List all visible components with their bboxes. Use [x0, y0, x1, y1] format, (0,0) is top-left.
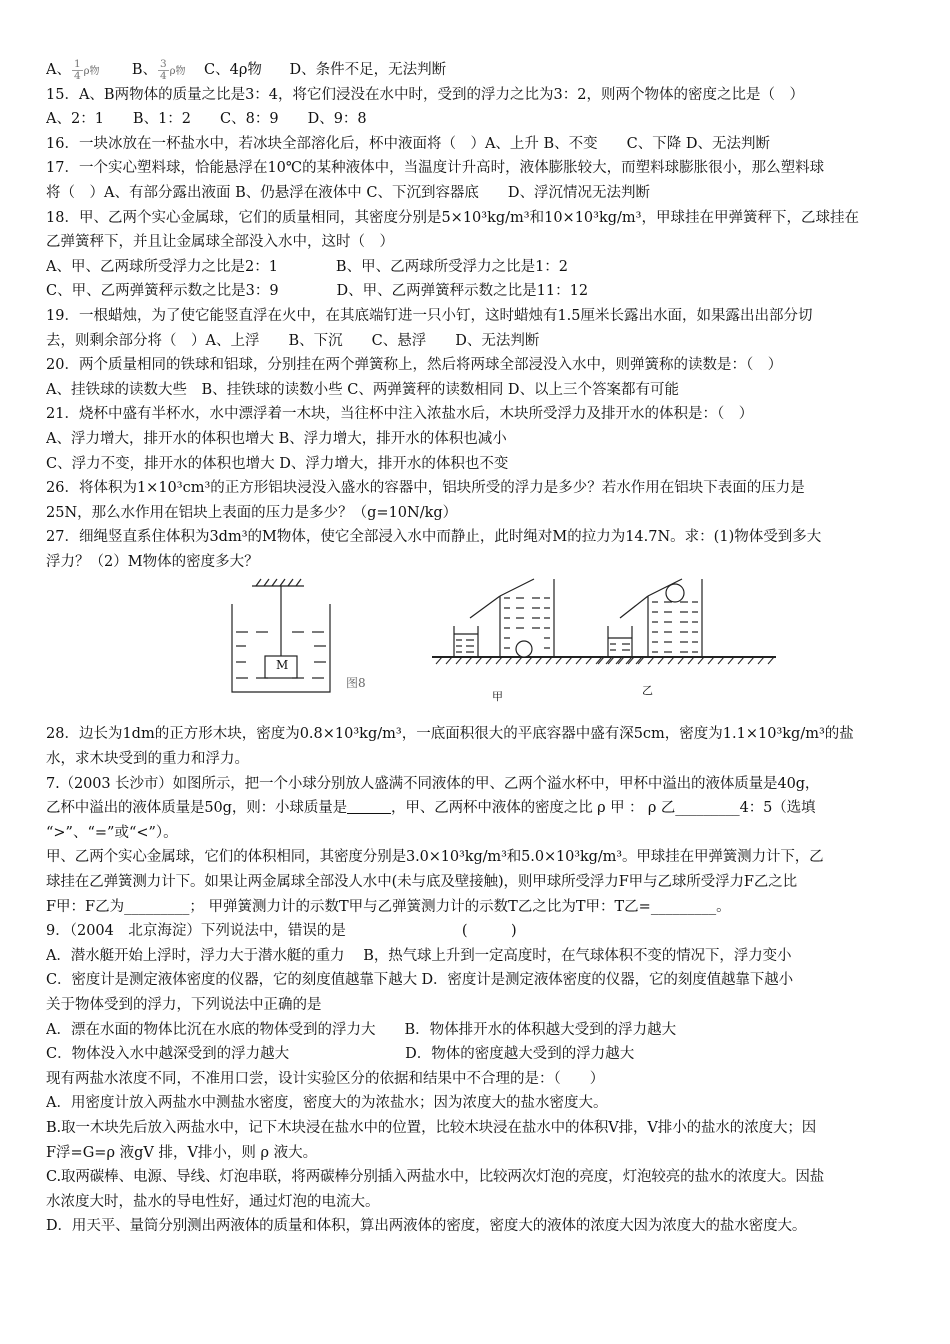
fraction-denominator: 4 — [73, 69, 81, 82]
question-7-text-b: ，甲、乙两杯中液体的密度之比 ρ 甲 ： ρ 乙_________4：5（选填 — [391, 800, 816, 817]
question-7-line-1: 7.（2003 长沙市）如图所示，把一个小球分别放人盛满不同液体的甲、乙两个溢水杯中，甲杯中溢出的液体质量是40g， — [46, 775, 820, 792]
figure-jia-caption: 甲 — [492, 690, 503, 704]
text-line: C.取两碳棒、电源、导线、灯泡串联，将两碳棒分别插入两盐水中，比较两次灯泡的亮度，灯泡较亮的盐水的浓度大。因盐 — [46, 1169, 825, 1186]
question-7-line-2 — [46, 796, 908, 821]
text-line: 16．一块冰放在一杯盐水中，若冰块全部溶化后，杯中液面将（ ）A、上升 B、不变 C、下降 D、无法判断 — [46, 135, 771, 152]
spout — [470, 596, 500, 618]
text-line: 17．一个实心塑料球，恰能悬浮在10℃的某种液体中，当温度计升高时，液体膨胀较大，而塑料球膨胀很小，那么塑料球 — [46, 160, 825, 177]
text-line: F浮=G=ρ 液gV 排，V排小，则 ρ 液大。 — [46, 1144, 318, 1161]
text-line: A、2：1 B、1：2 C、8：9 D、9：8 — [46, 111, 367, 128]
text-line: 28．边长为1dm的正方形木块，密度为0.8×10³kg/m³，一底面积很大的平底容器中盛有深5cm，密度为1.1×10³kg/m³的盐 — [46, 726, 854, 743]
fraction-numerator: 3 — [159, 58, 167, 70]
small-cup — [608, 626, 632, 657]
figure-8-beaker — [232, 579, 330, 692]
text-line: C．密度计是测定液体密度的仪器，它的刻度值越靠下越大 D．密度计是测定液体密度的仪器，它的刻度值越靠下越小 — [46, 972, 794, 989]
figures-row — [46, 574, 908, 722]
text-line: A．潜水艇开始上浮时，浮力大于潜水艇的重力 B，热气球上升到一定高度时，在气球体积不变的情况下，浮力变小 — [46, 947, 792, 964]
ball-sunk — [516, 641, 532, 657]
text-line: 27．细绳竖直系住体积为3dm³的M物体，使它全部浸入水中而静止，此时绳对M的拉力为14.7N。求：(1)物体受到多大 — [46, 529, 822, 546]
text-line: 25N，那么水作用在铝块上表面的压力是多少？（g=10N/kg） — [46, 504, 458, 521]
text-line: 18．甲、乙两个实心金属球，它们的质量相同，其密度分别是5×10³kg/m³和10×10³kg/m³，甲球挂在甲弹簧秤下，乙球挂在 — [46, 209, 859, 226]
question-14-options — [46, 58, 908, 83]
figure-yi — [594, 579, 776, 664]
text-line: A、甲、乙两球所受浮力之比是2：1 B、甲、乙两球所受浮力之比是1：2 — [46, 258, 569, 275]
option-b-prefix: B、 — [131, 62, 157, 78]
fraction-three-quarters — [158, 59, 169, 82]
ball-floating — [666, 584, 684, 602]
text-line: 水浓度大时，盐水的导电性好，通过灯泡的电流大。 — [46, 1193, 380, 1210]
option-a-prefix: A、 — [46, 62, 71, 78]
text-line: A．漂在水面的物体比沉在水底的物体受到的浮力大 B．物体排开水的体积越大受到的浮力越大 — [46, 1021, 677, 1038]
answer-blank[interactable] — [347, 799, 391, 814]
text-line: 甲、乙两个实心金属球，它们的体积相同，其密度分别是3.0×10³kg/m³和5.0×10³kg/m³。甲球挂在甲弹簧测力计下，乙 — [46, 849, 824, 866]
text-line: 15．A、B两物体的质量之比是3：4，将它们浸没在水中时，受到的浮力之比为3：2，则两个物体的密度之比是（ ） — [46, 86, 804, 103]
text-line: A、浮力增大，排开水的体积也增大 B、浮力增大，排开水的体积也减小 — [46, 430, 507, 447]
spout — [620, 596, 648, 618]
question-7-text-a: 乙杯中溢出的液体质量是50g，则：小球质量是 — [46, 800, 348, 817]
text-line: C、浮力不变，排开水的体积也增大 D、浮力增大，排开水的体积也不变 — [46, 455, 509, 472]
text-line: 19．一根蜡烛，为了使它能竖直浮在火中，在其底端钉进一只小钉，这时蜡烛有1.5厘米长露出水面，如果露出出部分切 — [46, 307, 813, 324]
object-m-label: M — [276, 658, 289, 673]
fraction-denominator: 4 — [159, 69, 167, 82]
text-line: C、甲、乙两弹簧秤示数之比是3：9 D、甲、乙两弹簧秤示数之比是11：12 — [46, 283, 589, 300]
fraction-numerator: 1 — [73, 58, 81, 70]
text-line: 浮力？（2）M物体的密度多大？ — [46, 553, 259, 570]
figure-yi-caption: 乙 — [642, 684, 653, 698]
text-line: 9．（2004 北京海淀）下列说法中，错误的是 ( ) — [46, 923, 517, 940]
text-line: 球挂在乙弹簧测力计下。如果让两金属球全部没人水中(未与底及壁接触)，则甲球所受浮力F甲与乙球所受浮力F乙之比 — [46, 874, 798, 891]
text-line: C．物体没入水中越深受到的浮力越大 D．物体的密度越大受到的浮力越大 — [46, 1046, 635, 1063]
option-c: C、4ρ物 — [204, 62, 262, 78]
text-line: A．用密度计放入两盐水中测盐水密度，密度大的为浓盐水；因为浓度大的盐水密度大。 — [46, 1095, 608, 1112]
text-line: D．用天平、量筒分别测出两液体的质量和体积，算出两液体的密度，密度大的液体的浓度大因为浓度大的盐水密度大。 — [46, 1218, 807, 1235]
text-line: 将（ ）A、有部分露出液面 B、仍悬浮在液体中 C、下沉到容器底 D、浮沉情况无法判断 — [46, 184, 651, 201]
text-line: 现有两盐水浓度不同，不准用口尝，设计实验区分的依据和结果中不合理的是：（ ） — [46, 1070, 605, 1087]
fraction-one-quarter — [72, 59, 83, 82]
physics-figures — [46, 574, 908, 722]
text-line: 20．两个质量相同的铁球和铝球，分别挂在两个弹簧称上，然后将两球全部浸没入水中，则弹簧称的读数是：（ ） — [46, 357, 783, 374]
text-line: 去，则剩余部分将（ ）A、上浮 B、下沉 C、悬浮 D、无法判断 — [46, 332, 540, 349]
figure-jia — [432, 579, 650, 664]
text-line: 关于物体受到的浮力，下列说法中正确的是 — [46, 997, 322, 1013]
text-line: 乙弹簧秤下，并且让金属球全部没入水中，这时（ ） — [46, 234, 394, 251]
text-line: 水，求木块受到的重力和浮力。 — [46, 751, 249, 768]
rho-object-label: ρ物 — [83, 66, 100, 77]
text-line: F甲：F乙为_________； 甲弹簧测力计的示数T甲与乙弹簧测力计的示数T乙之比为T甲：T乙=_________。 — [46, 898, 731, 915]
worksheet-page — [46, 58, 908, 1239]
text-line: 21．烧杯中盛有半杯水，水中漂浮着一木块，当往杯中注入浓盐水后，木块所受浮力及排开水的体积是：（ ） — [46, 406, 754, 423]
rho-object-label: ρ物 — [169, 66, 186, 77]
text-line: B.取一木块先后放入两盐水中，记下木块浸在盐水中的位置，比较木块浸在盐水中的体积V排，V排小的盐水的浓度大；因 — [46, 1119, 817, 1136]
option-d: D、条件不足，无法判断 — [289, 62, 447, 78]
text-line: A、挂铁球的读数大些 B、挂铁球的读数小些 C、两弹簧秤的读数相同 D、以上三个答案都有可能 — [46, 381, 680, 398]
figure-8-caption: 图8 — [346, 676, 366, 691]
text-line: 26．将体积为1×10³cm³的正方形铝块浸没入盛水的容器中，铝块所受的浮力是多少？若水作用在铝块下表面的压力是 — [46, 480, 805, 497]
question-7-line-3: “>”、“=”或“<”）。 — [46, 824, 178, 841]
